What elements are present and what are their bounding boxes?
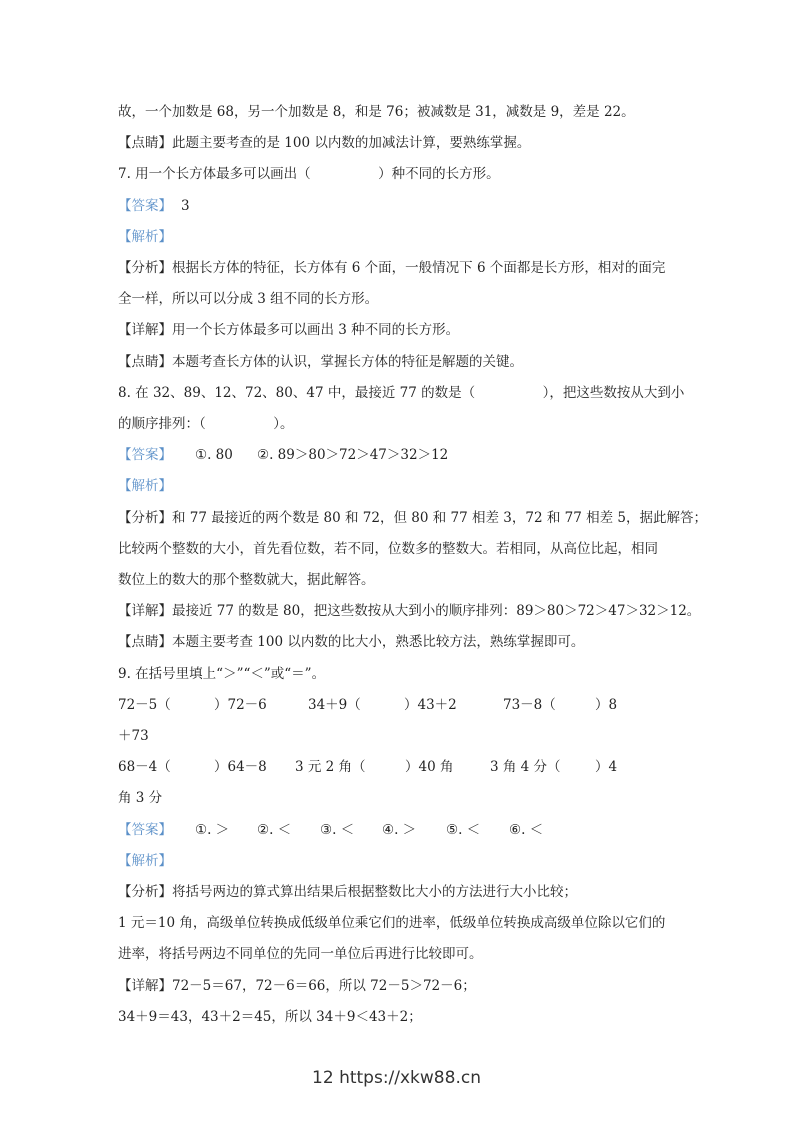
text-line [118, 289, 688, 309]
text-line [118, 757, 688, 777]
footer-site-link[interactable]: https://xkw88.cn [339, 1068, 481, 1088]
section-label: 【解析】 [118, 478, 172, 495]
text-segment: 【详解】最接近 77 的数是 80，把这些数按从大到小的顺序排列：89＞80＞72＞47＞32＞12。 [118, 603, 701, 620]
text-segment: ）40 角 [405, 759, 454, 776]
text-segment: ④. ＞ [382, 821, 417, 838]
text-line [118, 227, 688, 247]
text-segment: 68－4（ [118, 759, 171, 776]
text-segment: ⑥. ＜ [509, 821, 544, 838]
text-line [118, 851, 688, 871]
text-line [118, 976, 688, 996]
text-segment: 【分析】将括号两边的算式算出结果后根据整数比大小的方法进行大小比较； [118, 884, 577, 900]
text-line [118, 913, 688, 933]
text-line [118, 726, 688, 746]
text-segment: 的顺序排列：（ ）。 [118, 416, 294, 432]
text-segment: ⑤. ＜ [446, 821, 481, 838]
section-label: 【答案】 [118, 821, 172, 838]
section-label: 【答案】 [118, 447, 172, 464]
text-line [118, 352, 688, 372]
text-segment: 故，一个加数是 68，另一个加数是 8，和是 76；被减数是 31，减数是 9，差是 22。 [118, 104, 635, 120]
text-segment: ②. ＜ [257, 821, 292, 838]
text-line [118, 476, 688, 496]
text-segment: 【点睛】此题主要考查的是 100 以内数的加减法计算，要熟练掌握。 [118, 135, 531, 152]
text-segment: 比较两个整数的大小，首先看位数，若不同，位数多的整数大。若相同，从高位比起，相同 [118, 540, 658, 557]
text-line [118, 788, 688, 808]
text-line [118, 508, 708, 528]
text-line [118, 632, 688, 652]
text-line [118, 133, 688, 153]
page-footer [0, 1068, 793, 1088]
section-label: 【答案】 [118, 197, 172, 214]
text-segment: 3 角 4 分（ [490, 759, 561, 776]
text-segment: ①. ＞ [195, 821, 230, 838]
text-segment: 73－8（ [503, 696, 556, 713]
text-segment: ）64－8 [214, 759, 267, 776]
text-segment: ①. 80 [195, 447, 233, 464]
text-line [118, 196, 688, 216]
text-line [118, 820, 688, 840]
text-segment: ＋73 [118, 728, 149, 744]
text-line [118, 539, 688, 559]
text-segment: 数位上的数大的那个整数就大，据此解答。 [118, 572, 375, 588]
text-segment: 7. 用一个长方体最多可以画出（ ）种不同的长方形。 [118, 166, 500, 183]
text-segment: 【分析】根据长方体的特征，长方体有 6 个面，一般情况下 6 个面都是长方形，相对的面完 [118, 260, 666, 276]
text-segment: 【详解】用一个长方体最多可以画出 3 种不同的长方形。 [118, 322, 460, 339]
text-segment: 【详解】72－5＝67，72－6＝66，所以 72－5＞72－6； [118, 977, 476, 994]
text-segment: 72－5（ [118, 696, 171, 713]
text-segment: ③. ＜ [320, 821, 355, 838]
text-segment: ）4 [595, 759, 618, 776]
text-segment: 【分析】和 77 最接近的两个数是 80 和 72，但 80 和 77 相差 3，72 和 77 相差 5，据此解答； [118, 509, 708, 526]
text-line [118, 664, 688, 684]
text-line [118, 320, 688, 340]
text-line [118, 164, 688, 184]
text-segment: ）8 [595, 696, 618, 713]
section-label: 【解析】 [118, 228, 172, 245]
text-line [118, 944, 688, 964]
text-segment: 34＋9（ [308, 696, 361, 713]
text-segment: 【点睛】本题考查长方体的认识，掌握长方体的特征是解题的关键。 [118, 353, 523, 370]
text-segment: 全一样，所以可以分成 3 组不同的长方形。 [118, 291, 379, 308]
text-segment: ）43＋2 [404, 696, 457, 713]
text-line [118, 882, 688, 902]
text-line [118, 445, 688, 465]
text-line [118, 570, 688, 590]
text-segment: 3 元 2 角（ [295, 759, 366, 776]
text-line [118, 383, 688, 403]
text-segment: 8. 在 32、89、12、72、80、47 中，最接近 77 的数是（ ），把这些数按从大到小 [118, 384, 685, 401]
text-line [118, 695, 688, 715]
text-segment: 角 3 分 [118, 790, 163, 807]
text-segment: 3 [181, 197, 190, 214]
text-line [118, 258, 688, 278]
text-line [118, 102, 688, 122]
text-line [118, 1007, 688, 1027]
text-segment: ）72－6 [214, 696, 267, 713]
page-number: 12 [312, 1068, 334, 1088]
section-label: 【解析】 [118, 852, 172, 869]
text-segment: 【点睛】本题主要考查 100 以内数的比大小，熟悉比较方法，熟练掌握即可。 [118, 634, 585, 651]
text-segment: ②. 89＞80＞72＞47＞32＞12 [257, 447, 449, 464]
text-segment: 进率，将括号两边不同单位的先同一单位后再进行比较即可。 [118, 946, 483, 963]
text-segment: 9. 在括号里填上“＞”“＜”或“＝”。 [118, 665, 326, 682]
text-segment: 1 元＝10 角，高级单位转换成低级单位乘它们的进率，低级单位转换成高级单位除以它们的 [118, 915, 666, 932]
text-line [118, 414, 688, 434]
text-segment: 34＋9＝43，43＋2＝45，所以 34＋9＜43＋2； [118, 1008, 422, 1025]
text-line [118, 601, 701, 621]
